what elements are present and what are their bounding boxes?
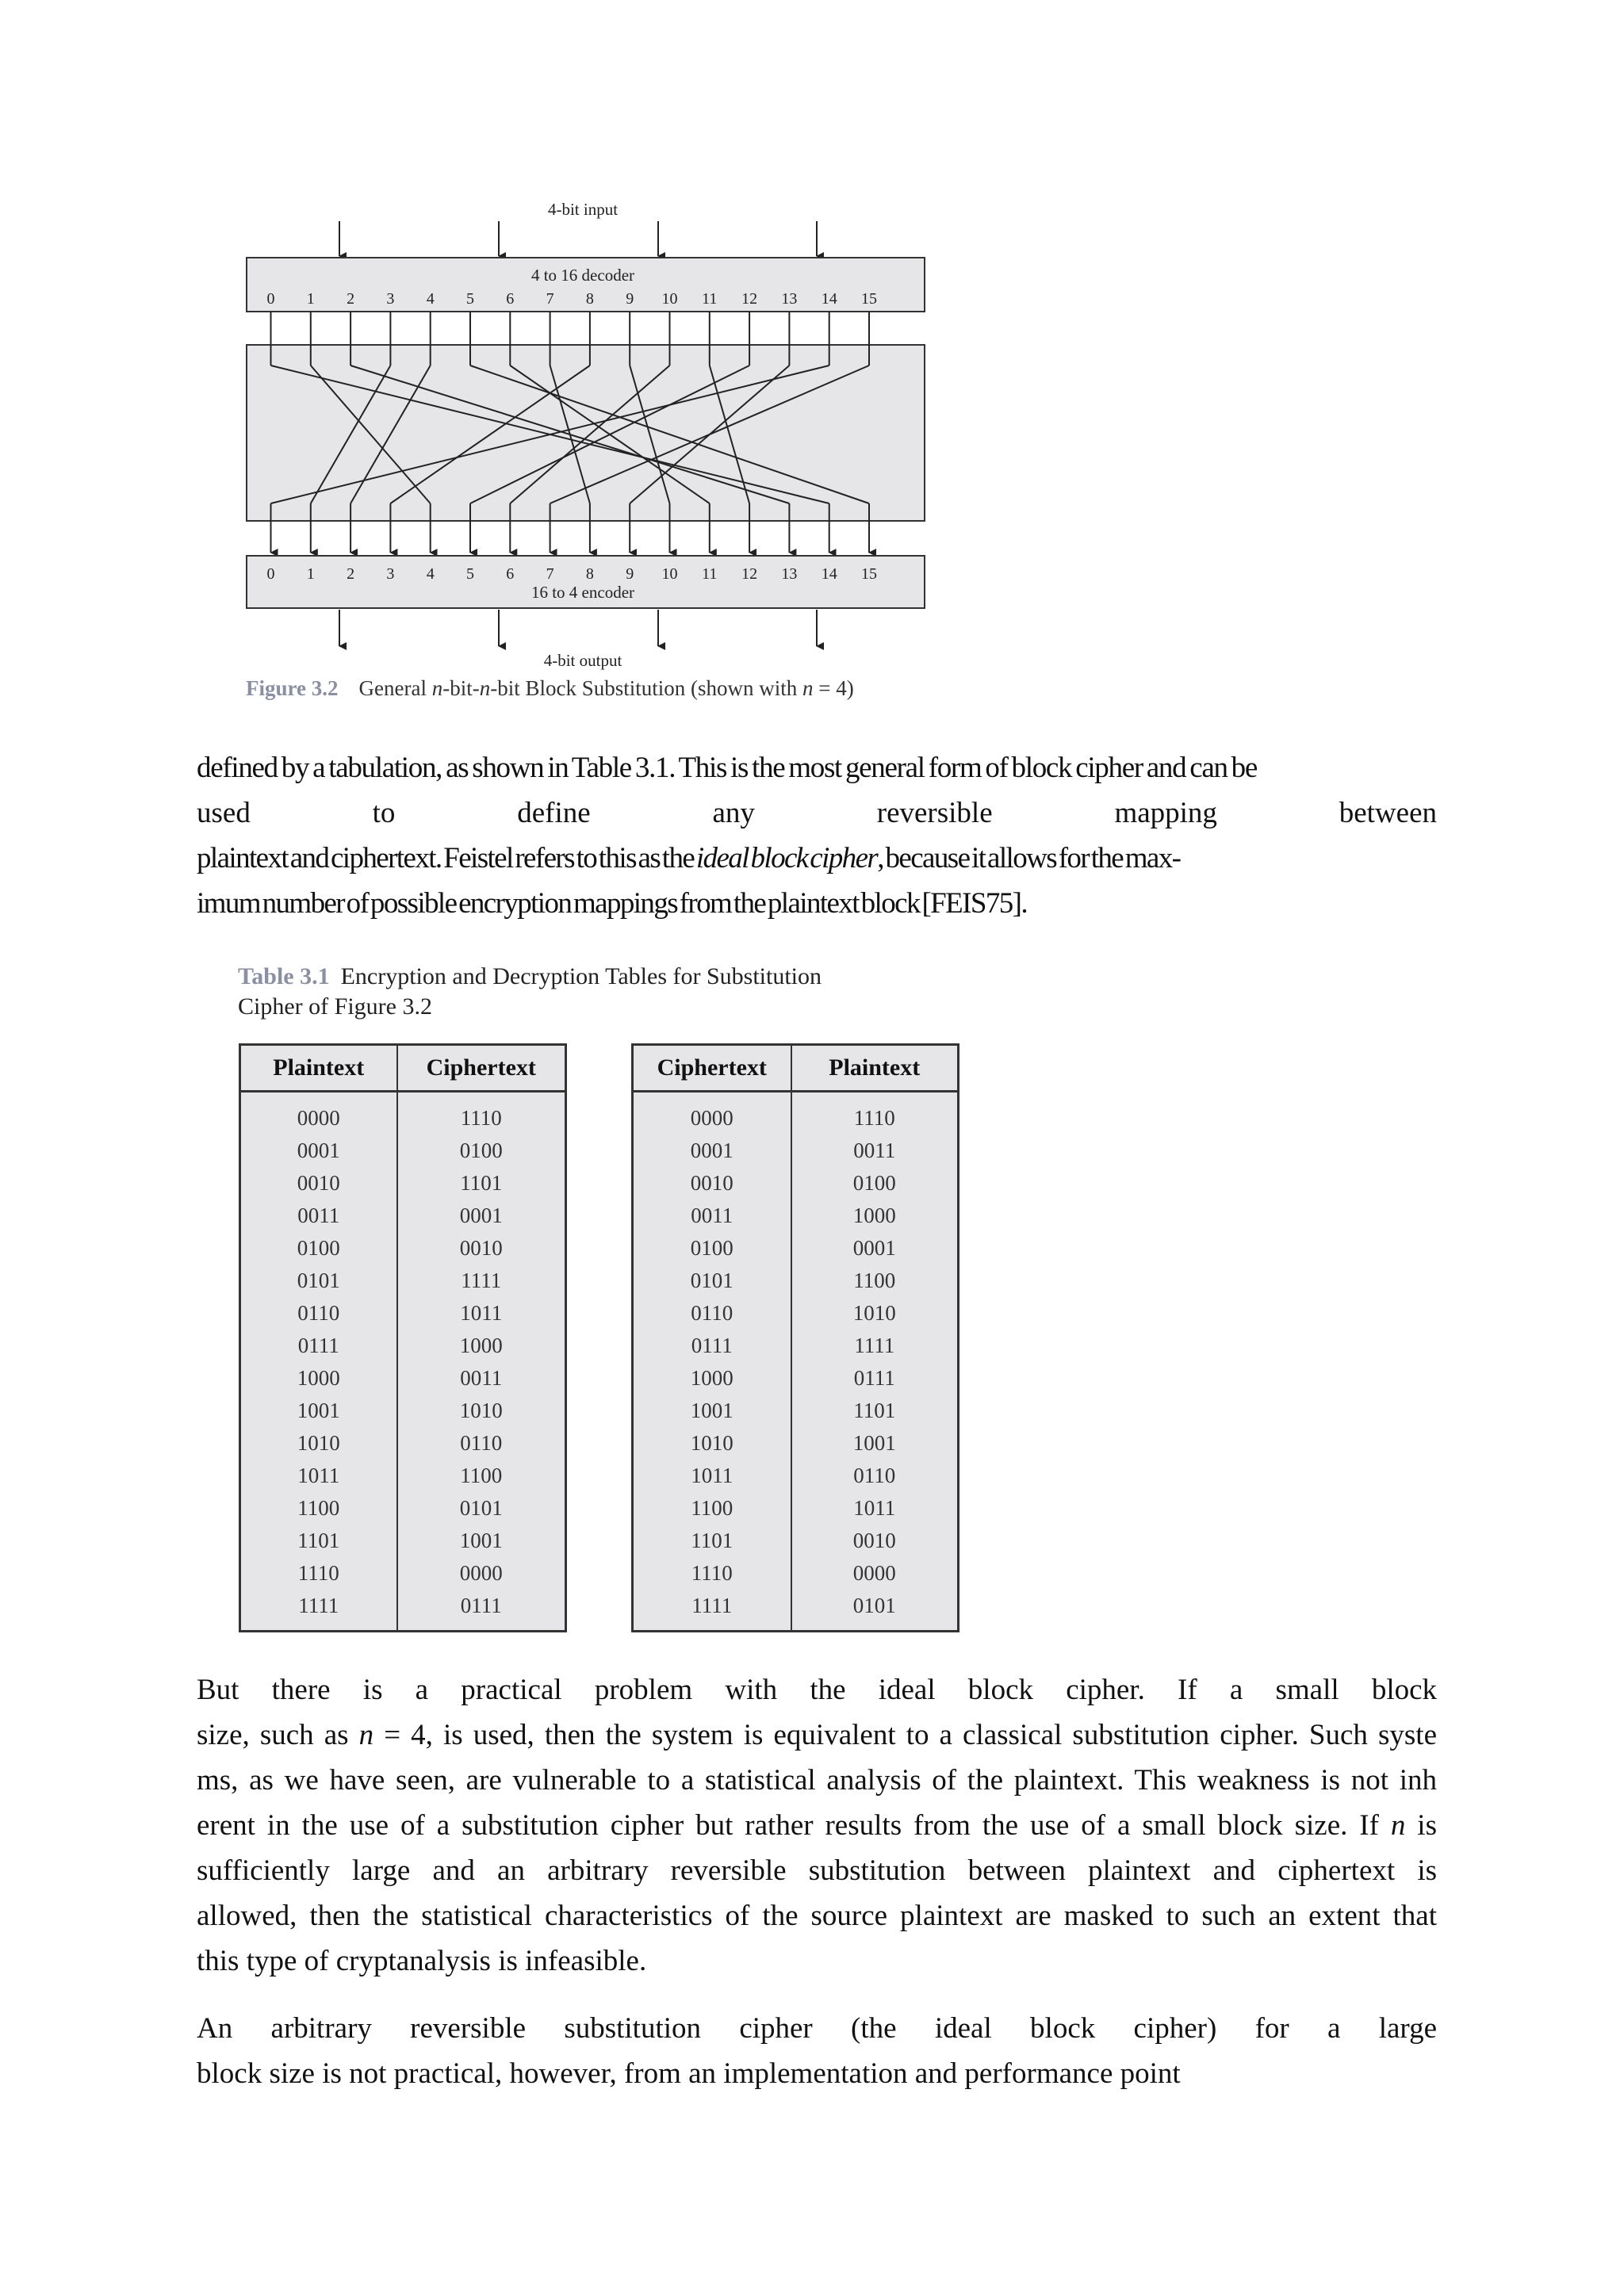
- decoder-output-number: 5: [466, 290, 474, 308]
- input-arrows: [339, 221, 817, 256]
- paragraph-1-line-2-word: reversible: [876, 797, 993, 829]
- encryption-table-row: [240, 1492, 566, 1525]
- encoder-input-number: 0: [266, 565, 275, 583]
- encoder-label: 16 to 4 encoder: [530, 583, 635, 602]
- encryption-table-cell: 1101: [460, 1171, 503, 1195]
- encryption-table-row: [240, 1167, 566, 1200]
- encryption-table-cell: 1011: [460, 1301, 503, 1325]
- decryption-table-cell: 0101: [633, 1265, 791, 1297]
- encryption-table-cell: 1001: [459, 1529, 503, 1552]
- decryption-table-cell: 1100: [853, 1269, 896, 1292]
- paragraph-2: [197, 1667, 1437, 1984]
- decoder-output-number: 12: [741, 290, 758, 308]
- decryption-table-row: [633, 1200, 959, 1232]
- decryption-table-cell: 0010: [633, 1167, 791, 1200]
- paragraph-1-line-2: [197, 790, 1437, 836]
- paragraph-2-line-1-word: a: [415, 1674, 429, 1706]
- paragraph-3-line-1-word: (the: [851, 2012, 897, 2045]
- decoder-output-number: 2: [347, 290, 355, 308]
- encoder-input-number: 14: [821, 565, 837, 583]
- encoder-input-number: 12: [741, 565, 758, 583]
- decoder-output-number: 6: [506, 290, 515, 308]
- encryption-table-row: [240, 1590, 566, 1632]
- encryption-table-cell: 0101: [240, 1265, 397, 1297]
- encoder-input-number: 7: [546, 565, 554, 583]
- decryption-table-cell: 0000: [633, 1092, 791, 1135]
- table-caption-line-2: Cipher of Figure 3.2: [238, 993, 432, 1020]
- output-arrows: [339, 610, 817, 646]
- decryption-table-row: [633, 1590, 959, 1632]
- paragraph-3-line-2: block size is not practical, however, from an implementation and performance point: [197, 2057, 1181, 2090]
- decryption-table-cell: 0100: [852, 1171, 896, 1195]
- paragraph-1-line-2-word: mapping: [1114, 797, 1217, 829]
- encoder-input-number: 9: [626, 565, 634, 583]
- encryption-table-cell: 1010: [459, 1399, 503, 1422]
- decryption-table-row: [633, 1297, 959, 1330]
- paragraph-2-line-1-word: is: [362, 1674, 383, 1706]
- decoder-label: 4 to 16 decoder: [530, 266, 635, 285]
- decryption-table-row: [633, 1330, 959, 1362]
- encryption-header-ciphertext: Ciphertext: [397, 1045, 566, 1092]
- paragraph-3-line-1-word: a large: [1327, 2012, 1438, 2045]
- paragraph-2-line-5: sufficiently large and an arbitrary reversible substitution between plaintext and ciphertext is: [197, 1854, 1437, 1887]
- encryption-table-cell: 0110: [460, 1431, 503, 1455]
- encryption-table: [239, 1043, 567, 1632]
- paragraph-3-line-1-word: cipher): [1133, 2012, 1217, 2045]
- paragraph-2-line-1-word: a: [1229, 1674, 1243, 1706]
- paragraph-2-line-1-word: with: [725, 1674, 778, 1706]
- encryption-table-cell: 1000: [459, 1334, 503, 1357]
- paragraph-2-line-1-word: small: [1275, 1674, 1339, 1706]
- encoder-input-number: 6: [506, 565, 515, 583]
- paragraph-2-line-1-word: If: [1178, 1674, 1197, 1706]
- decryption-table-cell: 1111: [633, 1590, 791, 1632]
- encryption-table-row: [240, 1232, 566, 1265]
- table-caption: [238, 962, 822, 1022]
- paragraph-2-line-1-word: the: [810, 1674, 846, 1706]
- encryption-table-cell: 1110: [240, 1557, 397, 1590]
- decryption-table-row: [633, 1362, 959, 1395]
- decryption-table-cell: 1011: [633, 1460, 791, 1492]
- decoder-output-number: 9: [626, 290, 634, 308]
- paragraph-2-line-1-word: cipher.: [1066, 1674, 1145, 1706]
- encryption-table-cell: 1111: [461, 1269, 502, 1292]
- encryption-table-row: [240, 1330, 566, 1362]
- decryption-table-row: [633, 1492, 959, 1525]
- paragraph-3-line-1-word: substitution: [564, 2012, 702, 2045]
- decryption-table-cell: 1000: [852, 1203, 896, 1227]
- decryption-table-cell: 0100: [633, 1232, 791, 1265]
- encryption-table-cell: 0011: [240, 1200, 397, 1232]
- decryption-table-cell: 0001: [852, 1236, 896, 1260]
- paragraph-3-line-1-word: arbitrary: [270, 2012, 372, 2045]
- paragraph-3-line-1-word: reversible: [410, 2012, 527, 2045]
- paragraph-2-line-1-word: But: [197, 1674, 239, 1706]
- encryption-table-cell: 1000: [240, 1362, 397, 1395]
- encoder-input-number: 3: [386, 565, 395, 583]
- paragraph-1-line-2-word: used: [197, 797, 251, 829]
- decryption-table-cell: 1110: [853, 1106, 895, 1130]
- table-caption-label: Table 3.1: [238, 963, 330, 989]
- encoder-input-number: 5: [466, 565, 474, 583]
- encryption-table-cell: 0000: [240, 1092, 397, 1135]
- decryption-table-cell: 1010: [852, 1301, 896, 1325]
- decryption-table-cell: 0101: [852, 1594, 896, 1617]
- encryption-table-row: [240, 1395, 566, 1427]
- encoder-input-number: 4: [426, 565, 435, 583]
- decryption-table-row: [633, 1167, 959, 1200]
- encryption-table-row: [240, 1297, 566, 1330]
- decryption-table-cell: 1000: [633, 1362, 791, 1395]
- decoder-output-number: 13: [781, 290, 798, 308]
- encryption-table-cell: 0101: [459, 1496, 503, 1520]
- encoder-input-number: 10: [661, 565, 678, 583]
- decryption-table-cell: 1011: [853, 1496, 896, 1520]
- decryption-table-cell: 1001: [852, 1431, 896, 1455]
- paragraph-2-line-1-word: block: [1371, 1674, 1438, 1706]
- paragraph-1: [197, 745, 1437, 926]
- decryption-table-cell: 0110: [633, 1297, 791, 1330]
- decryption-header-ciphertext: Ciphertext: [633, 1045, 791, 1092]
- output-label: 4-bit output: [543, 651, 622, 670]
- decryption-table-row: [633, 1525, 959, 1557]
- decoder-output-number: 4: [426, 290, 435, 308]
- encoder-input-number: 1: [306, 565, 315, 583]
- encryption-table-row: [240, 1557, 566, 1590]
- paragraph-3-line-1-word: ideal: [934, 2012, 992, 2045]
- ideal-block-cipher-term: ideal block cipher: [695, 842, 878, 874]
- encryption-table-cell: 0100: [459, 1138, 503, 1162]
- figure-caption-text: General n-bit-n-bit Block Substitution (shown with n = 4): [358, 676, 854, 700]
- encryption-table-cell: 0111: [240, 1330, 397, 1362]
- encryption-table-row: [240, 1427, 566, 1460]
- decryption-table-row: [633, 1395, 959, 1427]
- block-substitution-diagram: [238, 186, 936, 710]
- decryption-table-row: [633, 1557, 959, 1590]
- paragraph-3-line-1-word: block: [1030, 2012, 1096, 2045]
- encryption-table-cell: 1010: [240, 1427, 397, 1460]
- encoder-input-number: 13: [781, 565, 798, 583]
- decoder-output-number: 10: [661, 290, 678, 308]
- paragraph-3-line-1-word: An: [197, 2012, 233, 2045]
- decoder-output-number: 7: [546, 290, 554, 308]
- decryption-table-cell: 0111: [853, 1366, 895, 1390]
- decryption-table-cell: 1100: [633, 1492, 791, 1525]
- figure-caption: [246, 676, 854, 701]
- decryption-table-cell: 1001: [633, 1395, 791, 1427]
- encryption-table-cell: 1100: [460, 1464, 503, 1487]
- paragraph-1-line-2-word: to: [372, 797, 396, 829]
- paragraph-2-line-2: size, such as n = 4, is used, then the system is equivalent to a classical substitution cipher. Such syste: [197, 1719, 1438, 1751]
- paragraph-2-line-1-word: ideal: [878, 1674, 936, 1706]
- encryption-table-cell: 1111: [240, 1590, 397, 1632]
- encryption-table-cell: 0100: [240, 1232, 397, 1265]
- encryption-table-cell: 1011: [240, 1460, 397, 1492]
- paragraph-2-line-7: this type of cryptanalysis is infeasible.: [197, 1945, 647, 1977]
- encryption-table-cell: 1110: [460, 1106, 502, 1130]
- paragraph-2-line-1: [197, 1667, 1437, 1712]
- table-caption-line-1: Encryption and Decryption Tables for Substitution: [340, 963, 822, 989]
- encryption-table-row: [240, 1200, 566, 1232]
- decryption-table-cell: 1110: [633, 1557, 791, 1590]
- input-label: 4-bit input: [547, 200, 619, 219]
- decryption-table: [631, 1043, 959, 1632]
- encoder-input-number: 8: [585, 565, 594, 583]
- paragraph-2-line-1-word: practical: [461, 1674, 562, 1706]
- decoder-output-number: 11: [702, 290, 718, 308]
- decryption-table-row: [633, 1135, 959, 1167]
- decoder-output-number: 0: [266, 290, 275, 308]
- decoder-output-number: 1: [306, 290, 315, 308]
- paragraph-2-line-1-word: there: [271, 1674, 331, 1706]
- decryption-table-cell: 0000: [852, 1561, 896, 1585]
- decoder-output-number: 3: [386, 290, 395, 308]
- encryption-table-cell: 1001: [240, 1395, 397, 1427]
- decryption-table-cell: 0001: [633, 1135, 791, 1167]
- encryption-table-cell: 0010: [459, 1236, 503, 1260]
- paragraph-3-line-1-word: cipher: [739, 2012, 813, 2045]
- encryption-table-row: [240, 1362, 566, 1395]
- paragraph-2-line-3: ms, as we have seen, are vulnerable to a statistical analysis of the plaintext. This weakness is not inh: [197, 1764, 1437, 1797]
- decryption-table-cell: 1101: [633, 1525, 791, 1557]
- decryption-table-cell: 1010: [633, 1427, 791, 1460]
- paragraph-2-line-4: erent in the use of a substitution cipher but rather results from the use of a small block size. If n is: [197, 1809, 1437, 1842]
- encryption-table-row: [240, 1092, 566, 1135]
- decryption-header-plaintext: Plaintext: [791, 1045, 959, 1092]
- encryption-table-cell: 1101: [240, 1525, 397, 1557]
- paragraph-2-line-1-word: problem: [594, 1674, 693, 1706]
- decryption-table-row: [633, 1092, 959, 1135]
- decoder-output-number: 14: [821, 290, 837, 308]
- decoder-output-number: 8: [585, 290, 594, 308]
- encoder-input-number: 11: [702, 565, 718, 583]
- decryption-table-cell: 0110: [853, 1464, 896, 1487]
- decryption-table-row: [633, 1427, 959, 1460]
- permutation-box: [247, 345, 925, 521]
- decryption-table-cell: 0011: [633, 1200, 791, 1232]
- figure-3-2: [238, 186, 936, 710]
- decoder-output-number: 15: [861, 290, 877, 308]
- paragraph-3-line-1: [197, 2006, 1437, 2051]
- paragraph-1-line-2-word: between: [1339, 797, 1438, 829]
- encryption-table-cell: 0111: [460, 1594, 502, 1617]
- encoder-input-number: 2: [347, 565, 355, 583]
- paragraph-1-line-4: imum number of possible encryption mappings from the plaintext block [FEIS75].: [197, 887, 1028, 920]
- paragraph-1-line-2-word: define: [517, 797, 591, 829]
- decryption-table-row: [633, 1460, 959, 1492]
- encryption-table-cell: 1100: [240, 1492, 397, 1525]
- encryption-table-row: [240, 1265, 566, 1297]
- encryption-table-cell: 0001: [240, 1135, 397, 1167]
- encryption-table-cell: 0110: [240, 1297, 397, 1330]
- encryption-table-cell: 0000: [459, 1561, 503, 1585]
- decryption-table-cell: 1101: [853, 1399, 896, 1422]
- paragraph-3: [197, 2006, 1437, 2096]
- encryption-table-cell: 0010: [240, 1167, 397, 1200]
- paragraph-2-line-1-word: block: [967, 1674, 1033, 1706]
- decryption-table-cell: 0111: [633, 1330, 791, 1362]
- paragraph-2-line-6: allowed, then the statistical characteristics of the source plaintext are masked to such an extent that: [197, 1900, 1437, 1932]
- paragraph-1-line-2-word: any: [712, 797, 755, 829]
- decryption-table-cell: 0010: [852, 1529, 896, 1552]
- encryption-table-row: [240, 1460, 566, 1492]
- paragraph-1-line-1: defined by a tabulation, as shown in Table 3.1. This is the most general form of block cipher and can be: [197, 752, 1257, 784]
- decryption-table-row: [633, 1232, 959, 1265]
- decryption-table-cell: 1111: [854, 1334, 895, 1357]
- encryption-table-row: [240, 1525, 566, 1557]
- encryption-table-cell: 0001: [459, 1203, 503, 1227]
- encryption-header-plaintext: Plaintext: [240, 1045, 397, 1092]
- decryption-table-cell: 0011: [853, 1138, 896, 1162]
- encryption-table-cell: 0011: [460, 1366, 503, 1390]
- decryption-table-row: [633, 1265, 959, 1297]
- paragraph-3-line-1-word: for: [1254, 2012, 1289, 2045]
- paragraph-1-line-3: plaintext and ciphertext. Feistel refers to this as the ideal block cipher, because it allows for the max-: [197, 842, 1181, 874]
- encryption-table-row: [240, 1135, 566, 1167]
- figure-caption-label: Figure 3.2: [246, 676, 339, 700]
- encoder-input-number: 15: [861, 565, 877, 583]
